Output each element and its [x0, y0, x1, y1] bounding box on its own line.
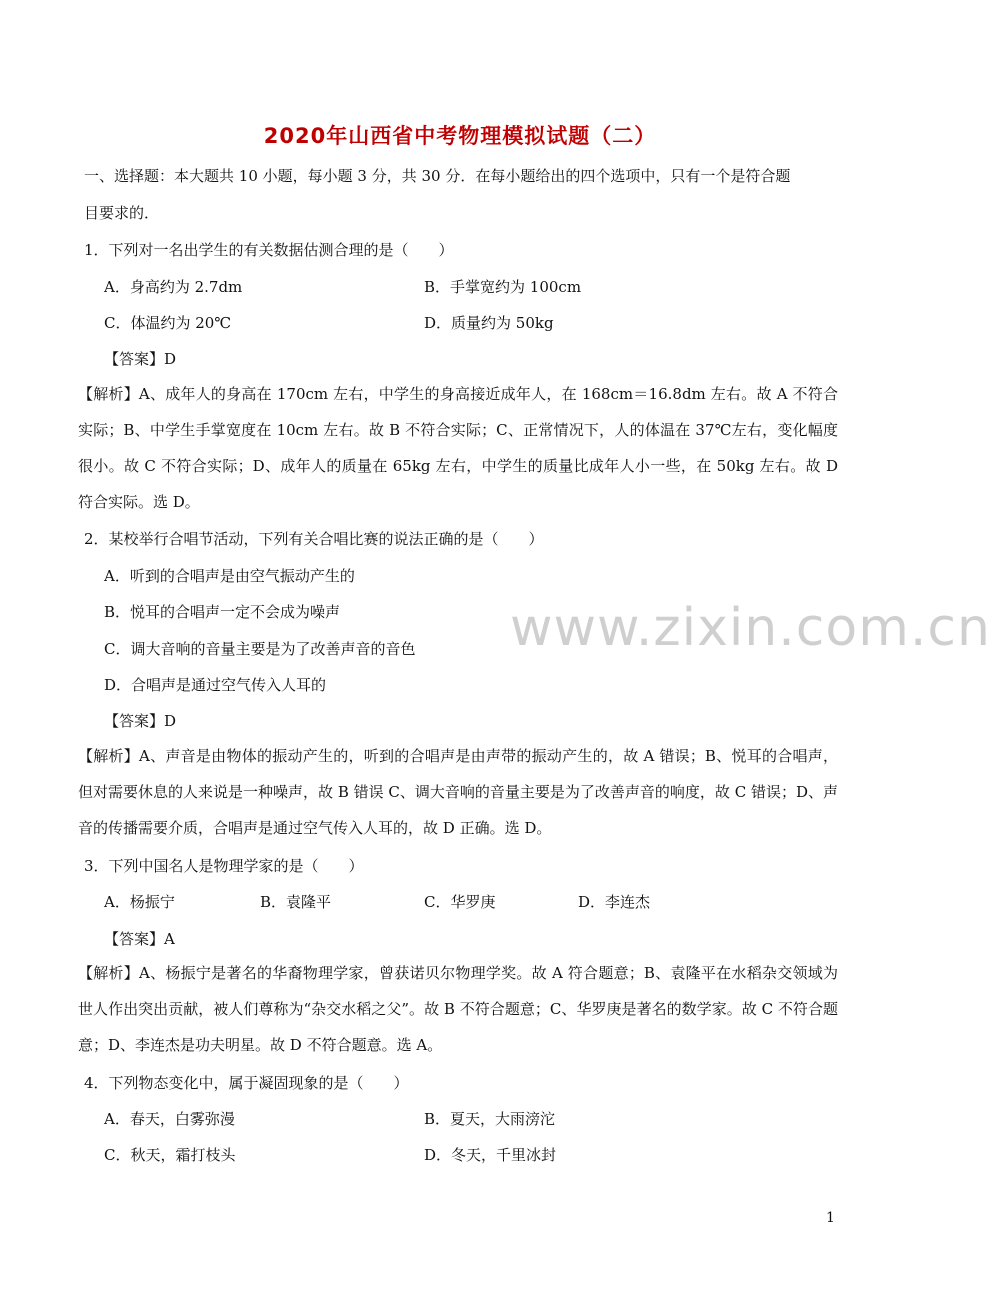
q4-stem: 4．下列物态变化中，属于凝固现象的是（ ） [84, 1074, 409, 1092]
q2-stem: 2．某校举行合唱节活动，下列有关合唱比赛的说法正确的是（ ） [84, 530, 544, 548]
q1-option-a: A．身高约为 2.7dm [104, 278, 243, 296]
q3-analysis: 【解析】A、杨振宁是著名的华裔物理学家，曾获诺贝尔物理学奖。故 A 符合题意；B、袁隆平在水稻杂交领域为世人作出突出贡献，被人们尊称为“杂交水稻之父”。故 B 不符合题意；C、华罗庚是著名的数学家。故 C 不符合题意；D、李连杰是功夫明星。故 D 不符合题意。选 A。 [78, 964, 838, 1054]
q1-analysis: 【解析】A、成年人的身高在 170cm 左右，中学生的身高接近成年人，在 168cm＝16.8dm 左右。故 A 不符合实际；B、中学生手掌宽度在 10cm 左右。故 B 不符合实际；C、正常情况下，人的体温在 37℃左右，变化幅度很小。故 C 不符合实际；D、成年人的质量在 65kg 左右，中学生的质量比成年人小一些，在 50kg 左右。故 D 符合实际。选 D。 [78, 385, 838, 511]
q1-option-b: B．手掌宽约为 100cm [424, 278, 582, 296]
q1-option-d: D．质量约为 50kg [424, 314, 554, 332]
q1-option-c: C．体温约为 20℃ [104, 314, 232, 332]
q2-option-b: B．悦耳的合唱声一定不会成为噪声 [104, 603, 341, 621]
q4-option-b: B．夏天，大雨滂沱 [424, 1110, 556, 1128]
q2-option-c: C．调大音响的音量主要是为了改善声音的音色 [104, 640, 416, 658]
q4-option-a: A．春天，白雾弥漫 [104, 1110, 235, 1128]
q2-option-d: D．合唱声是通过空气传入人耳的 [104, 676, 327, 694]
q3-stem: 3．下列中国名人是物理学家的是（ ） [84, 857, 364, 875]
q3-option-c: C．华罗庚 [424, 893, 496, 911]
section-header-line1: 一、选择题：本大题共 10 小题，每小题 3 分，共 30 分．在每小题给出的四个选项中，只有一个是符合题 [84, 167, 791, 185]
q3-answer: 【答案】A [104, 930, 175, 948]
watermark: www.zixin.com.cn [510, 598, 991, 658]
q2-option-a: A．听到的合唱声是由空气振动产生的 [104, 567, 355, 585]
page-number: 1 [826, 1210, 835, 1226]
q2-answer: 【答案】D [104, 712, 177, 730]
q3-option-a: A．杨振宁 [104, 893, 175, 911]
q1-answer: 【答案】D [104, 350, 177, 368]
q4-option-d: D．冬天，千里冰封 [424, 1146, 557, 1164]
q2-analysis: 【解析】A、声音是由物体的振动产生的，听到的合唱声是由声带的振动产生的，故 A 错误；B、悦耳的合唱声，但对需要休息的人来说是一种噪声，故 B 错误 C、调大音响的音量主要是为了改善声音的响度，故 C 错误；D、声音的传播需要介质，合唱声是通过空气传入人耳的，故 D 正确。选 D。 [78, 747, 838, 837]
q1-stem: 1．下列对一名出学生的有关数据估测合理的是（ ） [84, 241, 454, 259]
q4-option-c: C．秋天，霜打枝头 [104, 1146, 236, 1164]
page-title: 2020年山西省中考物理模拟试题（二） [263, 124, 657, 148]
section-header-line2: 目要求的． [84, 204, 160, 222]
q3-option-b: B．袁隆平 [260, 893, 332, 911]
q3-option-d: D．李连杰 [578, 893, 651, 911]
